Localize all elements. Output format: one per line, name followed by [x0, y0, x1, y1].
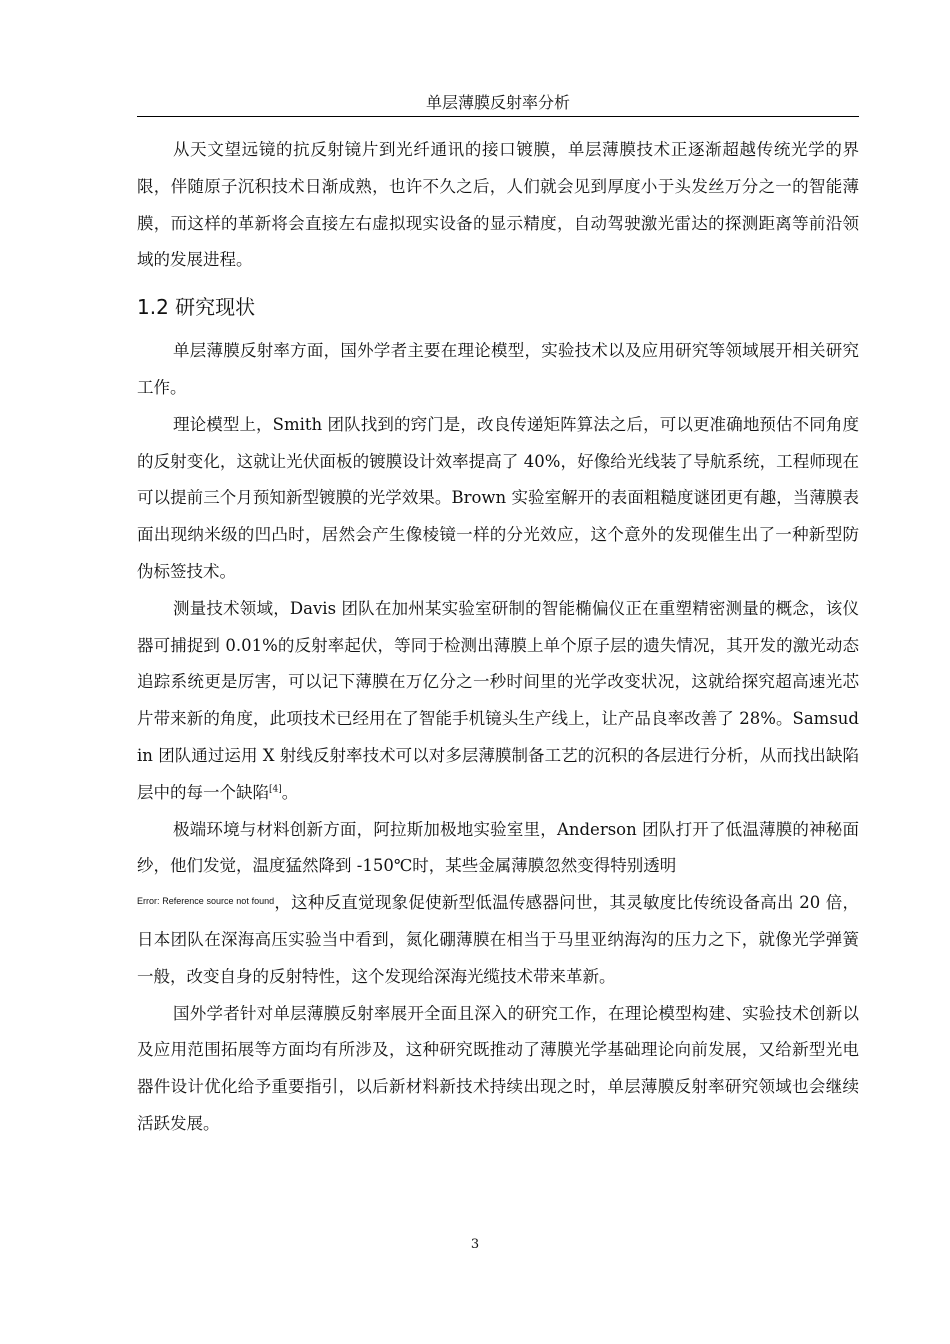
paragraph-extreme-rest: ，这种反直觉现象促使新型低温传感器问世，其灵敏度比传统设备高出 20 倍，日本团队在深海高压实验当中看到，氮化硼薄膜在相当于马里亚纳海沟的压力之下，就像光学弹簧一般，改变自身的反射特性，这个发现给深海光缆技术带来革新。	[137, 893, 859, 986]
paragraph-overview: 单层薄膜反射率方面，国外学者主要在理论模型，实验技术以及应用研究等领域展开相关研究工作。	[137, 341, 859, 397]
paragraph-theory-models: 理论模型上，Smith 团队找到的窍门是，改良传递矩阵算法之后，可以更准确地预估不同角度的反射变化，这就让光伏面板的镀膜设计效率提高了 40%，好像给光线装了导航系统，工程师现在可以提前三个月预知新型镀膜的光学效果。Brown 实验室解开的表面粗糙度谜团更有趣，当薄膜表面出现纳米级的凹凸时，居然会产生像棱镜一样的分光效应，这个意外的发现催生出了一种新型防伪标签技术。	[137, 414, 859, 581]
header-rule	[137, 116, 859, 117]
paragraph-extreme-environment	[137, 812, 859, 996]
reference-error-text: Error: Reference source not found	[137, 896, 275, 907]
section-heading: 1.2 研究现状	[137, 295, 256, 320]
paragraph-extreme-text: 极端环境与材料创新方面，阿拉斯加极地实验室里，Anderson 团队打开了低温薄膜的神秘面纱，他们发觉，温度猛然降到 -150℃时，某些金属薄膜忽然变得特别透明	[137, 819, 859, 876]
paragraph-measurement-text: 测量技术领域，Davis 团队在加州某实验室研制的智能椭偏仪正在重塑精密测量的概念，该仪器可捕捉到 0.01%的反射率起伏，等同于检测出薄膜上单个原子层的遗失情况，其开发的激光动态追踪系统更是厉害，可以记下薄膜在万亿分之一秒时间里的光学改变状况，这就给探究超高速光芯片带来新的角度，此项技术已经用在了智能手机镜头生产线上，让产品良率改善了 28%。Samsudin 团队通过运用 X 射线反射率技术可以对多层薄膜制备工艺的沉积的各层进行分析，从而找出缺陷层中的每一个缺陷	[137, 598, 859, 802]
paragraph-summary: 国外学者针对单层薄膜反射率展开全面且深入的研究工作，在理论模型构建、实验技术创新以及应用范围拓展等方面均有所涉及，这种研究既推动了薄膜光学基础理论向前发展，又给新型光电器件设计优化给予重要指引，以后新材料新技术持续出现之时，单层薄膜反射率研究领域也会继续活跃发展。	[137, 1003, 859, 1133]
paragraph-measurement-tech	[137, 591, 859, 812]
body-text	[137, 132, 859, 1143]
paragraph-measurement-end: 。	[281, 782, 299, 802]
intro-paragraph: 从天文望远镜的抗反射镜片到光纤通讯的接口镀膜，单层薄膜技术正逐渐超越传统光学的界限，伴随原子沉积技术日渐成熟，也许不久之后，人们就会见到厚度小于头发丝万分之一的智能薄膜，而这样的革新将会直接左右虚拟现实设备的显示精度，自动驾驶激光雷达的探测距离等前沿领域的发展进程。	[137, 140, 859, 270]
citation-reference: [4]	[269, 784, 282, 795]
running-header: 单层薄膜反射率分析	[425, 93, 570, 112]
page-number: 3	[470, 1237, 480, 1252]
